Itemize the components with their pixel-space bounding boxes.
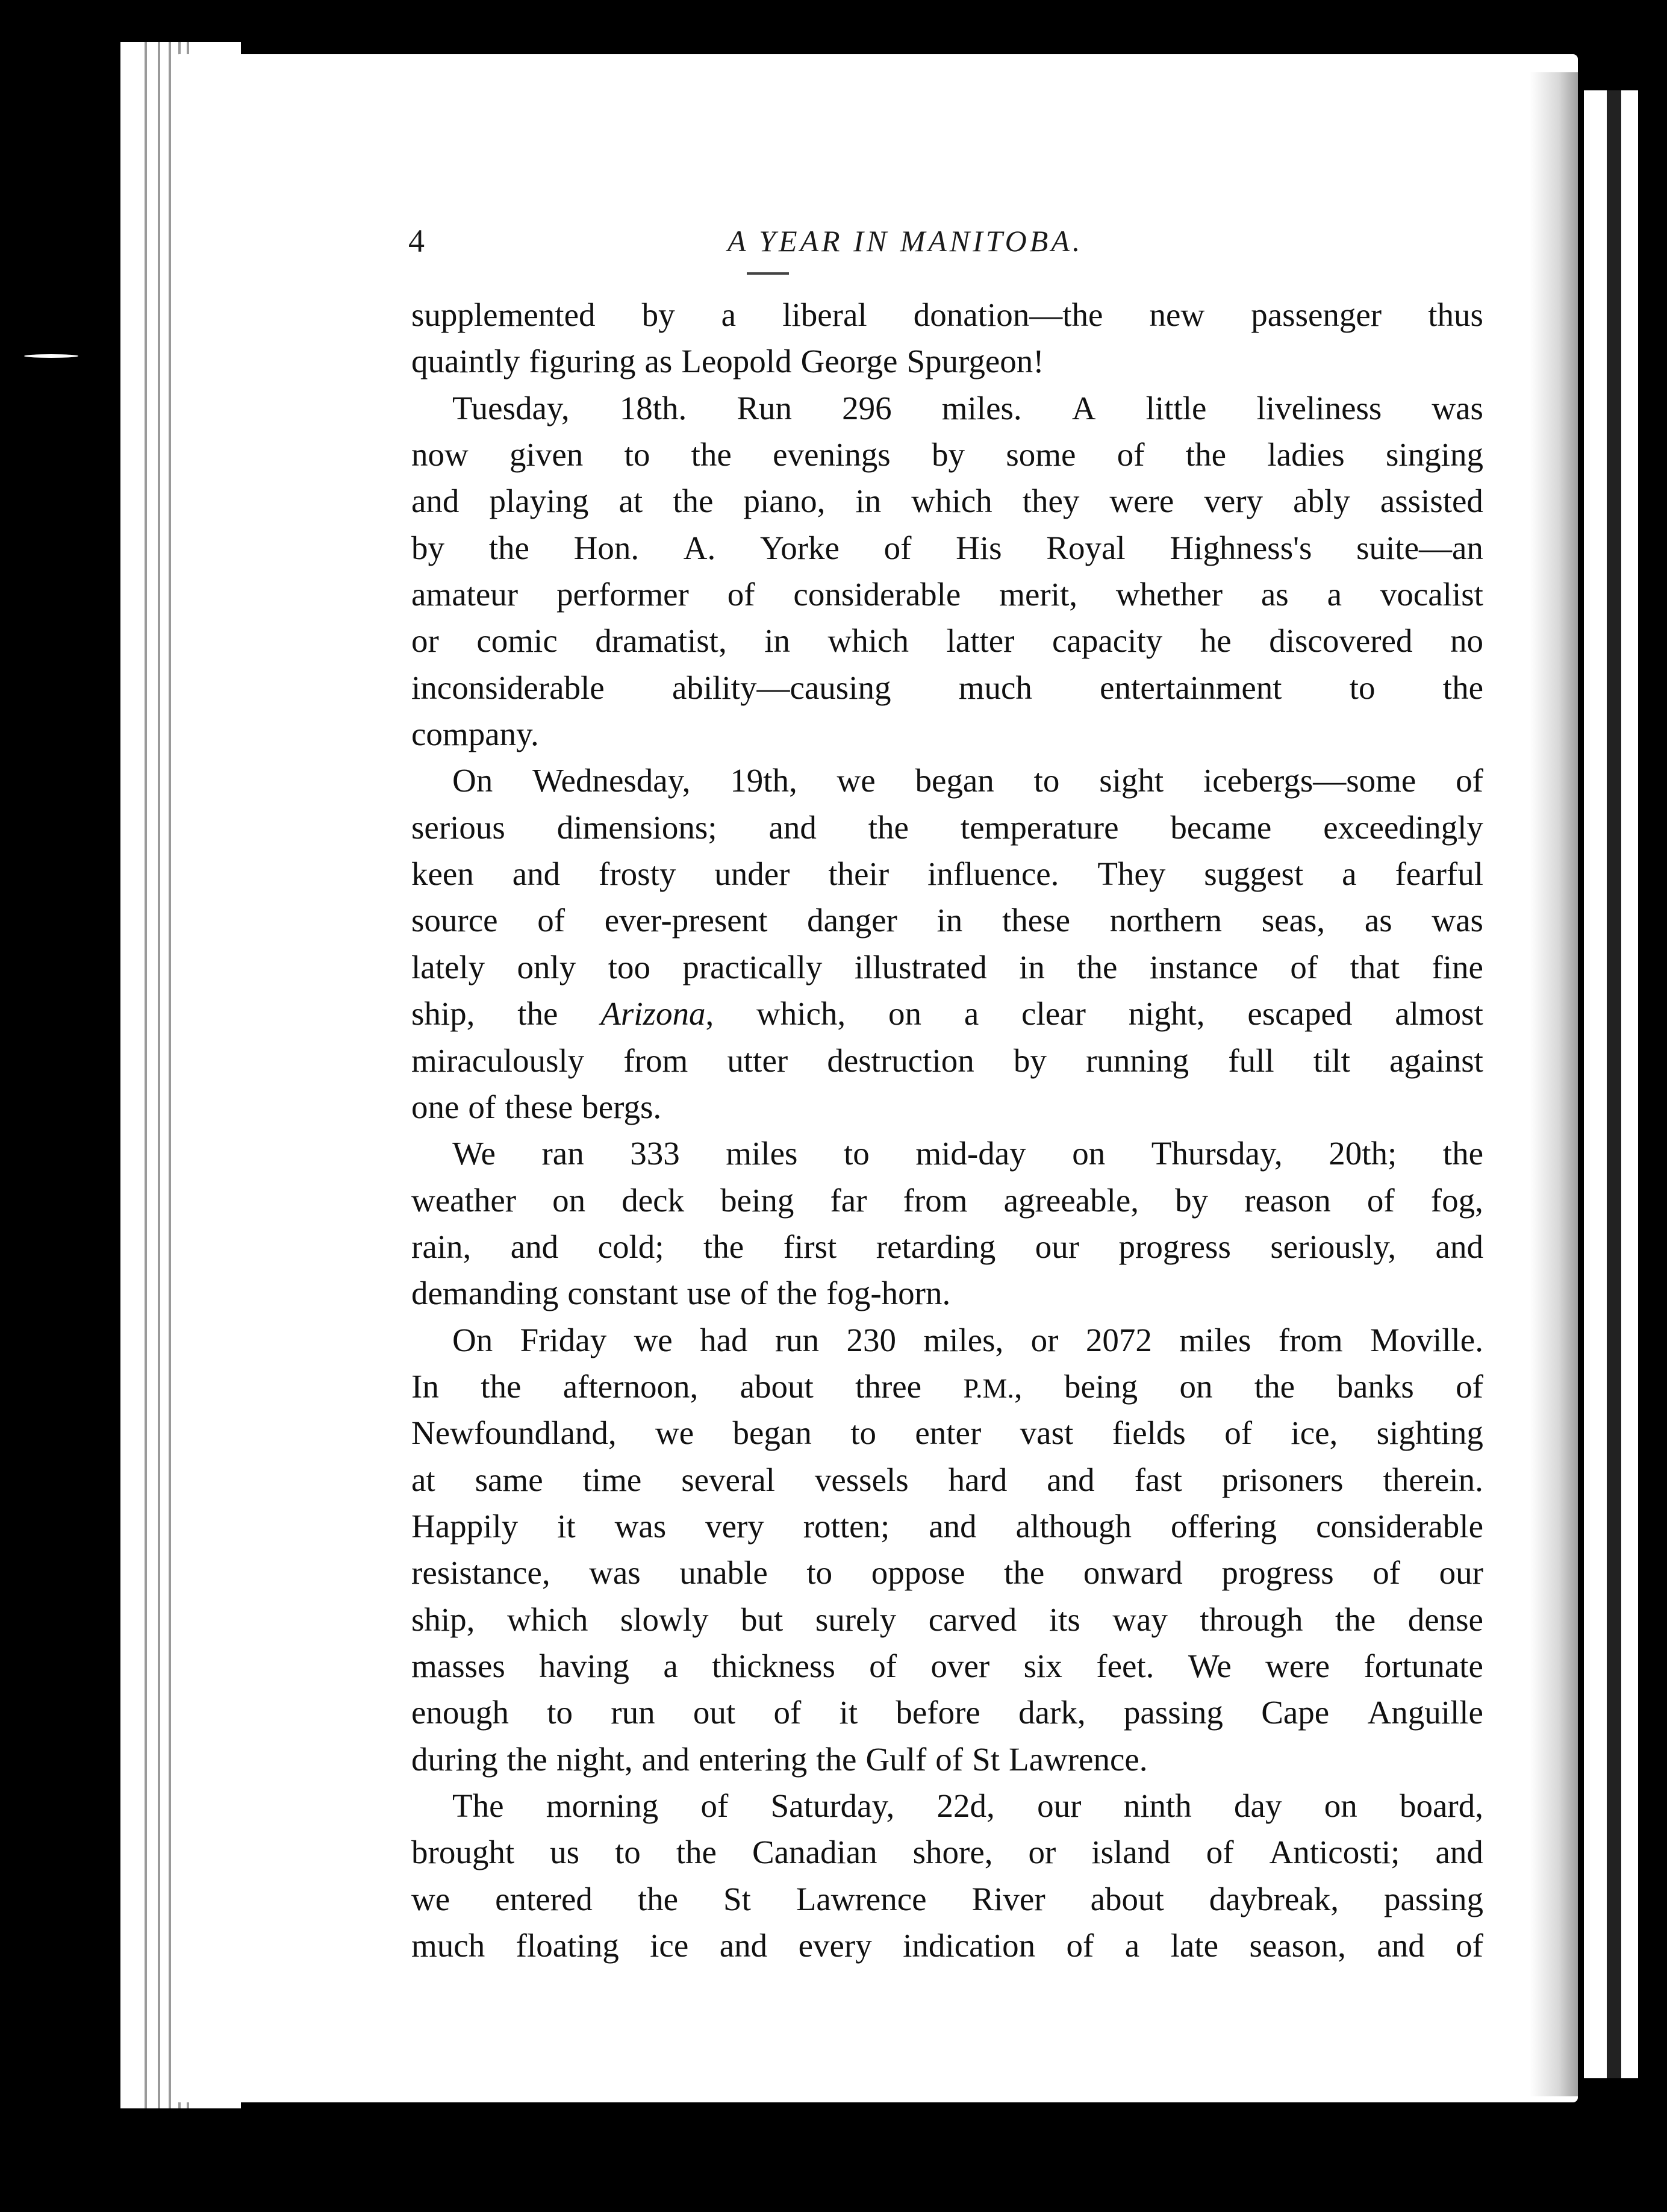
text-line: or comic dramatist, in which latter capacity he discovered no [411,622,1483,660]
text-line: supplemented by a liberal donation—the new passenger thus [411,296,1483,333]
text-line: On Wednesday, 19th, we began to sight icebergs—some of [452,762,1483,799]
text-line: We ran 333 miles to mid-day on Thursday, 20th; the [452,1135,1483,1172]
text-line: company. [411,716,539,753]
text-line: amateur performer of considerable merit, whether as a vocalist [411,576,1483,613]
page-number: 4 [408,223,425,259]
text-line: during the night, and entering the Gulf of St Lawrence. [411,1740,1148,1778]
text-line: lately only too practically illustrated in the instance of that fine [411,948,1483,986]
header-rule [747,272,789,275]
scan-margin-mark [24,349,90,361]
text-line: we entered the St Lawrence River about daybreak, passing [411,1880,1483,1917]
page-gutter-shadow [1530,72,1578,2096]
text-line: inconsiderable ability—causing much entertainment to the [411,669,1483,706]
text-line: enough to run out of it before dark, passing Cape Anguille [411,1694,1483,1731]
text-line: much floating ice and every indication of a late season, and of [411,1927,1483,1964]
text-line: ship, the Arizona, which, on a clear night, escaped almost [411,995,1483,1033]
adjacent-page-shadow [1607,90,1621,2078]
text-line: now given to the evenings by some of the ladies singing [411,436,1483,473]
text-line: In the afternoon, about three P.M., being on the banks of [411,1367,1483,1405]
text-line: at same time several vessels hard and fast prisoners therein. [411,1461,1483,1498]
text-line: and playing at the piano, in which they were very ably assisted [411,483,1483,520]
text-line: one of these bergs. [411,1088,662,1125]
text-line: Tuesday, 18th. Run 296 miles. A little liveliness was [452,389,1483,426]
text-line: rain, and cold; the first retarding our progress seriously, and [411,1228,1483,1265]
text-line: serious dimensions; and the temperature became exceedingly [411,808,1483,846]
body-text [411,292,1483,1969]
text-line: miraculously from utter destruction by running full tilt against [411,1042,1483,1079]
page-header [408,214,1179,268]
text-line: quaintly figuring as Leopold George Spurgeon! [411,343,1044,380]
text-line: Newfoundland, we began to enter vast fields of ice, sighting [411,1414,1483,1452]
text-line: source of ever-present danger in these northern seas, as was [411,902,1483,939]
text-line: brought us to the Canadian shore, or island of Anticosti; and [411,1834,1483,1871]
text-line: The morning of Saturday, 22d, our ninth day on board, [452,1787,1483,1824]
text-line: On Friday we had run 230 miles, or 2072 miles from Moville. [452,1321,1483,1358]
running-title: A YEAR IN MANITOBA. [728,224,1083,258]
text-line: Happily it was very rotten; and although offering considerable [411,1507,1483,1545]
text-line: ship, which slowly but surely carved its way through the dense [411,1601,1483,1638]
text-line: keen and frosty under their influence. They suggest a fearful [411,855,1483,893]
text-line: by the Hon. A. Yorke of His Royal Highness's suite—an [411,529,1483,566]
text-line: resistance, was unable to oppose the onward progress of our [411,1554,1483,1592]
text-line: demanding constant use of the fog-horn. [411,1275,951,1312]
text-line: weather on deck being far from agreeable, by reason of fog, [411,1181,1483,1219]
text-line: masses having a thickness of over six feet. We were fortunate [411,1647,1483,1684]
